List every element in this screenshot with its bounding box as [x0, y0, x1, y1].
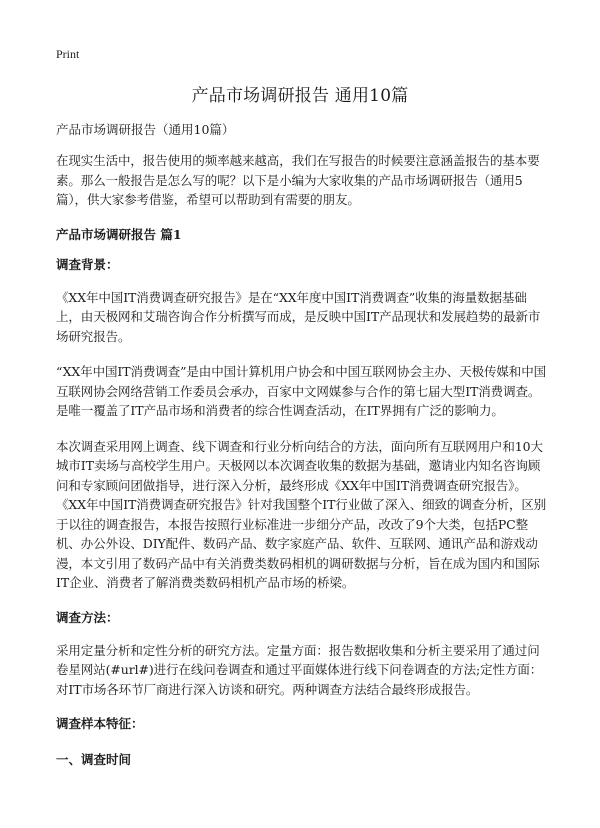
background-heading: 调查背景：	[56, 256, 119, 272]
background-paragraph-1: 《XX年中国IT消费调查研究报告》是在“XX年度中国IT消费调查”收集的海量数据基础上，由天极网和艾瑞咨询合作分析撰写而成，是反映中国IT产品现状和发展趋势的最新市场研究报告。	[56, 289, 541, 344]
article-heading: 产品市场调研报告 篇1	[56, 226, 182, 242]
sample-heading: 调查样本特征：	[56, 716, 144, 731]
method-heading: 调查方法：	[56, 609, 119, 625]
intro-paragraph: 在现实生活中，报告使用的频率越来越高，我们在写报告的时候要注意涵盖报告的基本要素。那么一般报告是怎么写的呢？以下是小编为大家收集的产品市场调研报告（通用5篇），供大家参考借鉴，希望可以帮助到有需要的朋友。	[56, 153, 540, 207]
document-body	[56, 121, 548, 787]
document-subtitle: 产品市场调研报告（通用10篇）	[56, 122, 235, 137]
time-heading: 一、调查时间	[56, 752, 132, 767]
print-label: Print	[56, 47, 80, 61]
background-paragraph-3: 本次调查采用网上调查、线下调查和行业分析向结合的方法，面向所有互联网用户和10大城市IT卖场与高校学生用户。天极网以本次调查收集的数据为基础，邀请业内知名咨询顾问和专家顾问团做指导，进行深入分析，最终形成《XX年中国IT消费调查研究报告》。《XX年中国IT消费调查研究报告》针对我国整个IT行业做了深入、细致的调查分析，区别于以往的调查报告，本报告按照行业标准进一步细分产品，改改了9个大类，包括PC整机、办公外设、DIY配件、数码产品、数字家庭产品、软件、互联网、通讯产品和游戏动漫，本文引用了数码产品中有关消费类数码相机的调研数据与分析，旨在成为国内和国际IT企业、消费者了解消费类数码相机产品市场的桥梁。	[56, 438, 547, 590]
background-paragraph-2: “XX年中国IT消费调查”是由中国计算机用户协会和中国互联网协会主办、天极传媒和中国互联网协会网络营销工作委员会承办，百家中文网媒参与合作的第七届大型IT消费调查。是唯一覆盖了IT产品市场和消费者的综合性调查活动，在IT界拥有广泛的影响力。	[56, 364, 547, 418]
page-title: 产品市场调研报告 通用10篇	[191, 86, 409, 106]
method-paragraph: 采用定量分析和定性分析的研究方法。定量方面：报告数据收集和分析主要采用了通过问卷星网站(#url#)进行在线问卷调查和通过平面媒体进行线下问卷调查的方法;定性方面：对IT市场各环节厂商进行深入访谈和研究。两种调查方法结合最终形成报告。	[56, 642, 543, 697]
